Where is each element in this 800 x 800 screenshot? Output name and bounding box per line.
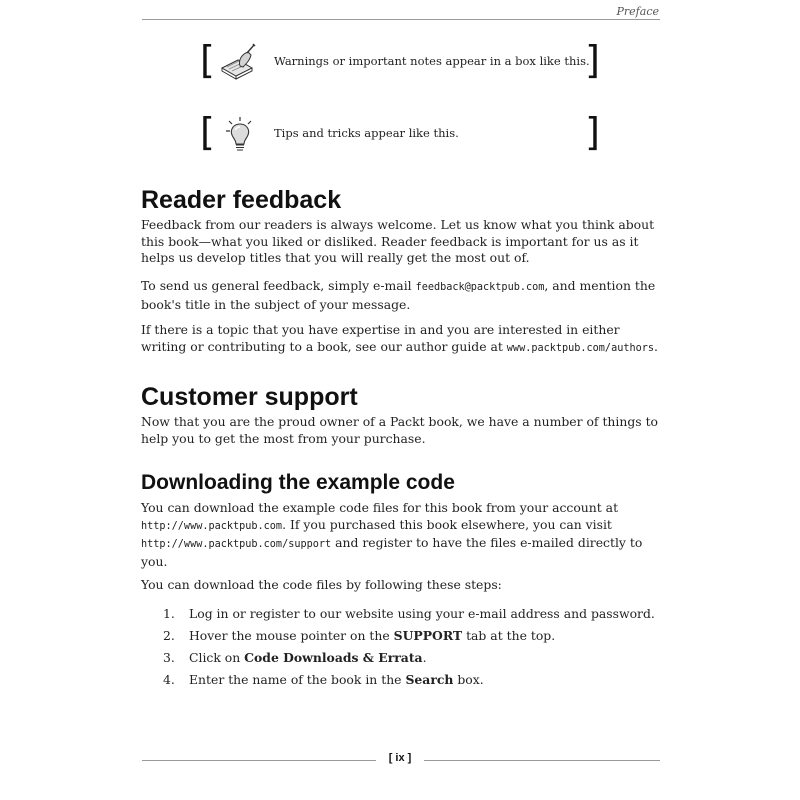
list-item — [141, 647, 661, 669]
packtpub-url: http://www.packtpub.com — [141, 520, 283, 532]
step-number: 1. — [163, 606, 175, 621]
lightbulb-icon — [218, 114, 258, 154]
text-span: , and mention the book's title in the subject of your message. — [141, 278, 656, 312]
customer-support-paragraph: Now that you are the proud owner of a Packt book, we have a number of things to help you to get the most from your purchase. — [141, 414, 659, 446]
warning-note-box — [200, 40, 600, 84]
downloading-heading: Downloading the example code — [141, 471, 455, 494]
step-text: Enter the name of the book in the — [189, 672, 406, 687]
step-text: . — [422, 650, 427, 665]
reader-feedback-heading: Reader feedback — [141, 186, 342, 214]
text-span: . If you purchased this book elsewhere, you can visit — [282, 516, 612, 532]
writing-hand-icon — [218, 42, 258, 82]
step-number: 3. — [163, 650, 175, 665]
steps-list — [141, 603, 661, 691]
support-url: http://www.packtpub.com/support — [141, 539, 332, 550]
step-text: Hover the mouse pointer on the — [189, 628, 394, 643]
step-text: Log in or register to our website using your e-mail address and password. — [189, 606, 655, 621]
tip-note-text: Tips and tricks appear like this. — [274, 126, 459, 140]
list-item — [141, 669, 661, 691]
step-text: box. — [453, 672, 484, 687]
list-item — [141, 625, 661, 647]
step-bold: SUPPORT — [393, 628, 463, 643]
text-span: To send us general feedback, simply e-mail — [141, 278, 416, 293]
footer-rule-right — [424, 760, 660, 761]
step-number: 4. — [163, 672, 175, 687]
step-bold: Code Downloads & Errata — [244, 650, 423, 665]
left-bracket: [ — [200, 38, 215, 82]
right-bracket: ] — [585, 38, 600, 82]
text-span: and register to have the files e-mailed directly to you. — [141, 535, 643, 569]
author-guide-url: www.packtpub.com/authors — [506, 342, 654, 354]
list-item — [141, 603, 661, 625]
page-number: [ ix ] — [388, 752, 412, 764]
running-title: Preface — [616, 5, 659, 18]
right-bracket: ] — [585, 110, 600, 154]
text-span: . — [654, 338, 658, 354]
step-bold: Search — [405, 672, 454, 687]
step-text: tab at the top. — [462, 628, 556, 643]
left-bracket: [ — [200, 110, 215, 154]
warning-note-text: Warnings or important notes appear in a box like this. — [274, 54, 590, 68]
reader-feedback-paragraph-2 — [141, 278, 661, 313]
step-number: 2. — [163, 628, 175, 643]
feedback-email: feedback@packtpub.com — [415, 282, 545, 293]
reader-feedback-paragraph-3 — [141, 322, 661, 357]
text-span: If there is a topic that you have expertise in and you are interested in either writing or contributing to a book, see our author guide at — [141, 322, 620, 354]
customer-support-heading: Customer support — [141, 383, 358, 411]
tip-note-box — [200, 112, 600, 156]
step-text: Click on — [189, 650, 245, 665]
downloading-paragraph-2: You can download the code files by following these steps: — [141, 577, 502, 592]
text-span: You can download the example code files for this book from your account at — [141, 500, 619, 515]
downloading-paragraph-1 — [141, 500, 661, 570]
header-rule — [142, 19, 660, 20]
reader-feedback-paragraph-1: Feedback from our readers is always welcome. Let us know what you think about this book—what you liked or disliked. Reader feedback is important for us as it helps us develop titles that you will really get the most out of. — [141, 217, 655, 265]
footer-rule-left — [142, 760, 376, 761]
